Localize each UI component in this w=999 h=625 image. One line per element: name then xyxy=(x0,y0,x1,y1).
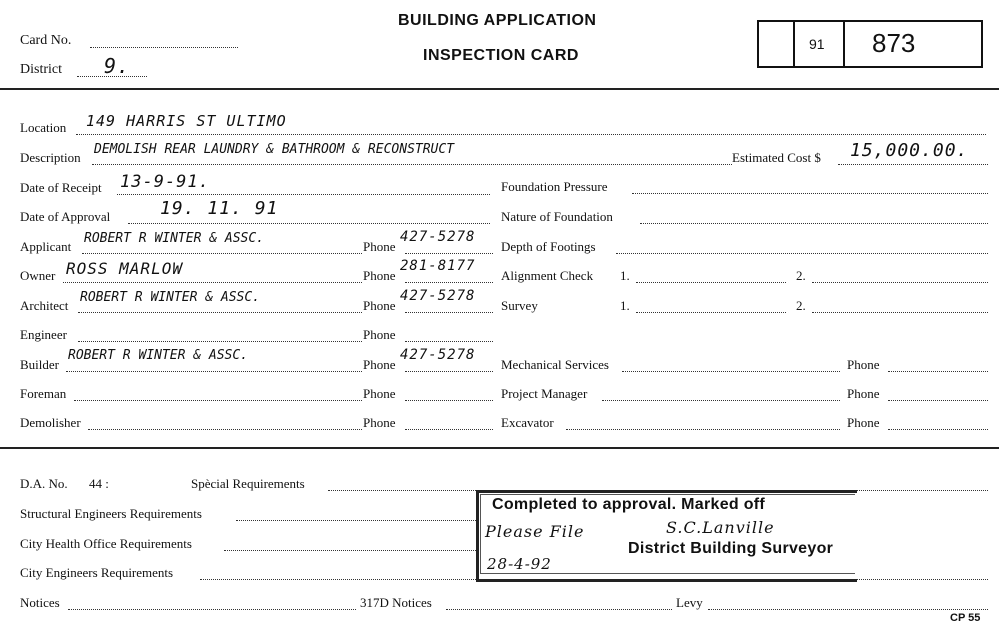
architect-label: Architect xyxy=(20,298,69,313)
location-value: 149 HARRIS ST ULTIMO xyxy=(86,112,287,130)
foreman-phone-label: Phone xyxy=(363,386,396,401)
architect-value: ROBERT R WINTER & ASSC. xyxy=(80,290,261,305)
card-no-label: Card No. xyxy=(20,33,72,48)
demolisher-phone-label: Phone xyxy=(363,415,396,430)
builder-label: Builder xyxy=(20,357,59,372)
survey-num1: 1. xyxy=(620,298,630,313)
alignment-check-label: Alignment Check xyxy=(501,268,594,283)
da-no-label: D.A. No. xyxy=(20,476,68,491)
estimated-cost-value: 15,000.00. xyxy=(850,140,969,161)
card-no-line xyxy=(90,47,238,48)
divider-middle xyxy=(0,447,999,449)
architect-phone-label: Phone xyxy=(363,298,396,313)
form-code: CP 55 xyxy=(950,612,981,624)
structural-label: Structural Engineers Requirements xyxy=(20,506,202,521)
description-value: DEMOLISH REAR LAUNDRY & BATHROOM & RECONSTRUCT xyxy=(94,142,455,157)
notices-label: Notices xyxy=(20,595,60,610)
mechanical-phone-label: Phone xyxy=(847,357,880,372)
title-line2: INSPECTION CARD xyxy=(423,47,579,64)
description-label: Description xyxy=(20,150,81,165)
district-label: District xyxy=(20,62,62,77)
demolisher-label: Demolisher xyxy=(20,415,81,430)
stamp-handwritten-note: Please File xyxy=(485,522,585,541)
district-value: 9. xyxy=(104,54,131,78)
survey-num2: 2. xyxy=(796,298,806,313)
applicant-label: Applicant xyxy=(20,239,72,254)
alignment-num1: 1. xyxy=(620,268,630,283)
depth-footings-label: Depth of Footings xyxy=(501,239,596,254)
applicant-phone-label: Phone xyxy=(363,239,396,254)
date-approval-value: 19. 11. 91 xyxy=(160,198,279,219)
title-line1: BUILDING APPLICATION xyxy=(398,12,597,29)
levy-label: Levy xyxy=(676,595,703,610)
date-receipt-value: 13-9-91. xyxy=(120,172,210,192)
estimated-cost-label: Estimated Cost $ xyxy=(732,150,821,165)
owner-phone: 281-8177 xyxy=(400,258,476,274)
engineer-phone-label: Phone xyxy=(363,327,396,342)
project-manager-label: Project Manager xyxy=(501,386,588,401)
project-manager-phone-label: Phone xyxy=(847,386,880,401)
health-label: City Health Office Requirements xyxy=(20,536,192,551)
box-number: 873 xyxy=(872,28,916,58)
builder-phone: 427-5278 xyxy=(400,347,476,363)
stamp-line2: District Building Surveyor xyxy=(628,540,834,557)
da-no-value: 44 : xyxy=(89,476,109,491)
alignment-num2: 2. xyxy=(796,268,806,283)
builder-phone-label: Phone xyxy=(363,357,396,372)
engineer-label: Engineer xyxy=(20,327,67,342)
applicant-value: ROBERT R WINTER & ASSC. xyxy=(84,231,265,246)
stamp-date: 28-4-92 xyxy=(487,555,552,573)
applicant-phone: 427-5278 xyxy=(400,229,476,245)
excavator-label: Excavator xyxy=(501,415,554,430)
stamp-line1: Completed to approval. Marked off xyxy=(492,496,766,513)
mechanical-label: Mechanical Services xyxy=(501,357,609,372)
owner-phone-label: Phone xyxy=(363,268,396,283)
date-approval-label: Date of Approval xyxy=(20,209,111,224)
owner-label: Owner xyxy=(20,268,56,283)
builder-value: ROBERT R WINTER & ASSC. xyxy=(68,348,249,363)
card-number-box xyxy=(757,20,983,68)
divider-top xyxy=(0,88,999,90)
location-label: Location xyxy=(20,120,67,135)
special-requirements-label: Spècial Requirements xyxy=(191,476,305,491)
nature-foundation-label: Nature of Foundation xyxy=(501,209,613,224)
notices-317d-label: 317D Notices xyxy=(360,595,432,610)
foreman-label: Foreman xyxy=(20,386,67,401)
architect-phone: 427-5278 xyxy=(400,288,476,304)
city-engineers-label: City Engineers Requirements xyxy=(20,565,174,580)
excavator-phone-label: Phone xyxy=(847,415,880,430)
survey-label: Survey xyxy=(501,298,538,313)
date-receipt-label: Date of Receipt xyxy=(20,180,102,195)
owner-value: ROSS MARLOW xyxy=(66,259,183,278)
box-prefix: 91 xyxy=(809,36,825,52)
foundation-pressure-label: Foundation Pressure xyxy=(501,179,608,194)
stamp-signature: S.C.Lanville xyxy=(666,518,775,537)
